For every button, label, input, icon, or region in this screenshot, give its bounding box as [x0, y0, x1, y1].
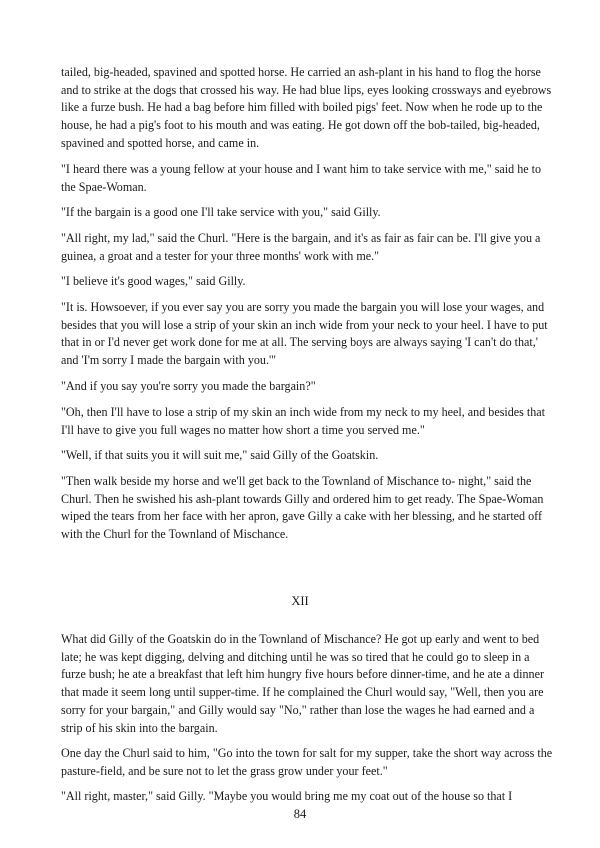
paragraph: "Well, if that suits you it will suit me," said Gilly of the Goatskin.	[61, 448, 379, 462]
paragraph: "I believe it's good wages," said Gilly.	[61, 274, 246, 288]
page-number: 84	[293, 807, 307, 821]
paragraph: "All right, master," said Gilly. "Maybe you would bring me my coat out of the house so that I	[61, 789, 513, 803]
paragraph: "I heard there was a young fellow at your house and I want him to take service with me," said he to the Spae-Woman.	[61, 162, 542, 194]
paragraph: "And if you say you're sorry you made the bargain?"	[61, 379, 316, 393]
paragraph: tailed, big-headed, spavined and spotted horse. He carried an ash-plant in his hand to flog the horse and to strike at the dogs that crossed his way. He had blue lips, eyes looking crossways and eyebrows like a furze bush. He had a bag before him filled with boiled pigs' feet. Now when he rode up to the house, he had a pig's foot to his mouth and was eating. He got down off the bob-tailed, big-headed, spavined and spotted horse, and came in.	[61, 65, 552, 150]
paragraph: "All right, my lad," said the Churl. "Here is the bargain, and it's as fair as fair can be. I'll give you a guinea, a groat and a tester for your three months' work with me."	[61, 231, 541, 263]
paragraph: What did Gilly of the Goatskin do in the Townland of Mischance? He got up early and went to bed late; he was kept digging, delving and ditching until he was so tired that he could go to sleep in a furze bush; he ate a breakfast that left him hungry five hours before dinner-time, and he ate a dinner that made it seem long until supper-time. If he complained the Churl would say, "Well, then you are sorry for your bargain," and Gilly would say "No," rather than lose the wages he had earned and a strip of his skin into the bargain.	[61, 632, 544, 735]
paragraph: "If the bargain is a good one I'll take service with you," said Gilly.	[61, 205, 381, 219]
paragraph: One day the Churl said to him, "Go into the town for salt for my supper, take the short way across the pasture-field, and be sure not to let the grass grow under your feet."	[61, 746, 553, 778]
paragraph: "Then walk beside my horse and we'll get back to the Townland of Mischance to- night," said the Churl. Then he swished his ash-plant towards Gilly and ordered him to get ready. The Spae-Woman wiped the tears from her face with her apron, gave Gilly a cake with her blessing, and he started off with the Churl for the Townland of Mischance.	[61, 474, 544, 542]
section-a-text	[61, 64, 553, 542]
section-heading: XII	[291, 594, 309, 608]
paragraph: "It is. Howsoever, if you ever say you are sorry you made the bargain you will lose your wages, and besides that you will lose a strip of your skin an inch wide from your neck to your heel. I have to put that in or I'd never get work done for me at all. The serving boys are always saying 'I can't do that,' and 'I'm sorry I made the bargain with you.'"	[61, 300, 548, 368]
paragraph: "Oh, then I'll have to lose a strip of my skin an inch wide from my neck to my heel, and besides that I'll have to give you full wages no matter how short a time you served me."	[61, 405, 546, 437]
